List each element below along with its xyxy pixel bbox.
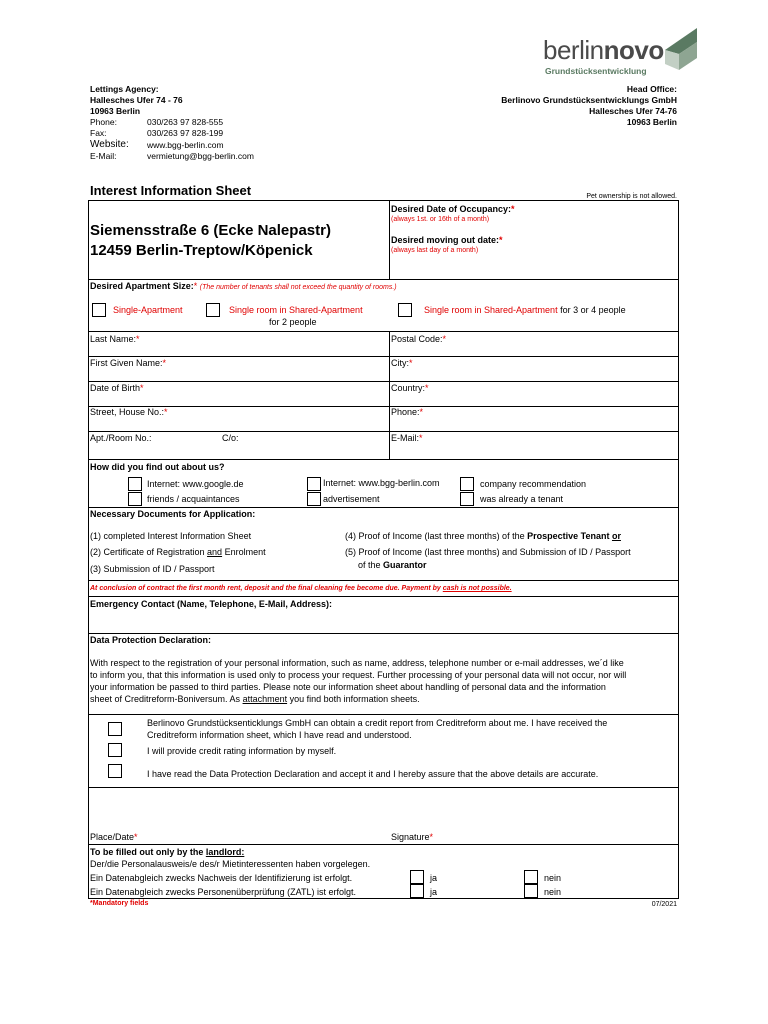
head-office-address-line1: Hallesches Ufer 74-76 — [589, 106, 677, 116]
former-tenant-label: was already a tenant — [480, 494, 564, 504]
yes-label: ja — [430, 887, 438, 897]
place-date-field[interactable]: Place/Date* — [90, 832, 138, 842]
bgg-website-label: Internet: www.bgg-berlin.com — [323, 478, 440, 488]
website-link[interactable]: www.bgg-berlin.com — [147, 140, 224, 150]
phone-value: 030/263 97 828-555 — [147, 117, 224, 127]
city-field[interactable]: City:* — [391, 358, 413, 368]
identification-no-checkbox[interactable] — [524, 870, 538, 884]
shared-2-checkbox[interactable] — [206, 303, 220, 317]
doc-item-2: (2) Certificate of Registration and Enrolment — [90, 547, 266, 557]
fax-value: 030/263 97 828-199 — [147, 128, 224, 138]
divider — [88, 381, 679, 382]
head-office-title: Head Office: — [626, 84, 677, 94]
doc-item-5: (5) Proof of Income (last three months) and Submission of ID / Passport of the Guarantor — [345, 547, 631, 570]
landlord-line-3: Ein Datenabgleich zwecks Personenüberprüfung (ZATL) ist erfolgt. — [90, 887, 356, 897]
required-star: * — [193, 281, 198, 291]
shared-3-4-label: Single room in Shared-Apartment for 3 or 4 people — [424, 305, 626, 315]
shared-3-4-checkbox[interactable] — [398, 303, 412, 317]
google-checkbox[interactable] — [128, 477, 142, 491]
required-star: * — [511, 204, 515, 214]
yes-label: ja — [430, 873, 438, 883]
apt-room-field[interactable]: Apt./Room No.: — [90, 433, 152, 443]
landlord-line-2: Ein Datenabgleich zwecks Nachweis der Identifizierung ist erfolgt. — [90, 873, 353, 883]
advertisement-label: advertisement — [323, 494, 380, 504]
friends-checkbox[interactable] — [128, 492, 142, 506]
single-apartment-checkbox[interactable] — [92, 303, 106, 317]
divider — [389, 331, 390, 459]
head-office-block — [417, 84, 677, 128]
apt-size-hint: (The number of tenants shall not exceed the quantity of rooms.) — [199, 284, 397, 291]
berlinovo-logo — [543, 28, 703, 78]
single-apartment-label: Single-Apartment — [113, 305, 183, 315]
signature-field[interactable]: Signature* — [391, 832, 434, 842]
divider — [389, 200, 390, 280]
own-credit-info-label: I will provide credit rating information by myself. — [147, 746, 337, 756]
emergency-contact-field[interactable]: Emergency Contact (Name, Telephone, E-Mail, Address): — [90, 599, 333, 609]
divider — [88, 331, 679, 332]
company-recommendation-checkbox[interactable] — [460, 477, 474, 491]
privacy-title: Data Protection Declaration: — [90, 635, 212, 645]
occupancy-hint: (always 1st. or 16th of a month) — [391, 216, 490, 223]
no-label: nein — [544, 873, 562, 883]
find-question: How did you find out about us? — [90, 462, 225, 472]
divider — [88, 406, 679, 407]
form-version: 07/2021 — [651, 901, 677, 908]
property-city: 12459 Berlin-Treptow/Köpenick — [90, 242, 313, 259]
no-label: nein — [544, 887, 562, 897]
divider — [88, 431, 679, 432]
logo-wordmark: berlinnovo — [543, 35, 664, 65]
moveout-label: Desired moving out date: — [391, 235, 500, 245]
first-name-field[interactable]: First Given Name:* — [90, 358, 167, 368]
payment-note: At conclusion of contract the first month rent, deposit and the final cleaning fee become due. Payment by cash is not possible. — [90, 585, 512, 592]
email-link[interactable]: vermietung@bgg-berlin.com — [147, 151, 254, 161]
identification-yes-checkbox[interactable] — [410, 870, 424, 884]
occupancy-field[interactable] — [391, 203, 677, 224]
head-office-name: Berlinovo Grundstücksentwicklungs GmbH — [501, 95, 677, 105]
agency-address-line1: Hallesches Ufer 74 - 76 — [90, 95, 183, 105]
agency-block — [90, 84, 350, 162]
mandatory-note: *Mandatory fields — [90, 900, 149, 907]
privacy-text: With respect to the registration of your personal information, such as name, address, telephone number or e-mail addresses, we´d like to inform you, that this information is used only to process your request. Further processing of your personal data will not occur, nor will your information be passed to third parties. Please note our information sheet about handling of personal data and the information sheet of Creditreform-Boniversum. As attachment you find both information sheets. — [90, 658, 627, 704]
sheet-title: Interest Information Sheet — [90, 183, 252, 198]
divider — [88, 714, 679, 715]
occupancy-label: Desired Date of Occupancy: — [391, 204, 512, 214]
head-office-address-line2: 10963 Berlin — [626, 117, 677, 127]
landlord-line-1: Der/die Personalausweis/e des/r Mietinteressenten haben vorgelegen. — [90, 859, 371, 869]
street-field[interactable]: Street, House No.:* — [90, 407, 168, 417]
doc-item-3: (3) Submission of ID / Passport — [90, 564, 215, 574]
country-field[interactable]: Country:* — [391, 383, 429, 393]
accept-declaration-checkbox[interactable] — [108, 764, 122, 778]
logo-mark-icon — [663, 28, 699, 72]
own-credit-info-checkbox[interactable] — [108, 743, 122, 757]
zatl-yes-checkbox[interactable] — [410, 884, 424, 898]
required-star: * — [499, 235, 503, 245]
postal-code-field[interactable]: Postal Code:* — [391, 334, 447, 344]
email-label: E-Mail: — [90, 151, 117, 161]
google-label: Internet: www.google.de — [147, 479, 244, 489]
property-street: Siemensstraße 6 (Ecke Nalepastr) — [90, 222, 331, 239]
agency-title: Lettings Agency: — [90, 84, 159, 94]
doc-item-4: (4) Proof of Income (last three months) of the Prospective Tenant or — [345, 531, 621, 541]
website-label: Website: — [90, 139, 129, 150]
last-name-field[interactable]: Last Name:* — [90, 334, 140, 344]
fax-label: Fax: — [90, 128, 107, 138]
credit-report-consent-label: Berlinovo Grundstücksenticklungs GmbH can obtain a credit report from Creditreform about me. I have received the Creditreform information sheet, which I have read and understood. — [147, 718, 608, 740]
landlord-title: To be filled out only by the landlord: — [90, 847, 245, 857]
divider — [88, 787, 679, 788]
divider — [88, 459, 679, 460]
divider — [88, 596, 679, 597]
credit-report-consent-checkbox[interactable] — [108, 722, 122, 736]
phone-label: Phone: — [90, 117, 117, 127]
agency-address-line2: 10963 Berlin — [90, 106, 141, 116]
shared-2-label: Single room in Shared-Apartment — [229, 305, 363, 315]
pet-note: Pet ownership is not allowed. — [586, 193, 677, 200]
doc-item-1: (1) completed Interest Information Sheet — [90, 531, 252, 541]
shared-2-sublabel: for 2 people — [269, 317, 317, 327]
former-tenant-checkbox[interactable] — [460, 492, 474, 506]
dob-field[interactable]: Date of Birth* — [90, 383, 144, 393]
bgg-website-checkbox[interactable] — [307, 477, 321, 491]
property-address — [90, 221, 331, 261]
advertisement-checkbox[interactable] — [307, 492, 321, 506]
apt-size-label: Desired Apartment Size: — [90, 281, 194, 291]
accept-declaration-label: I have read the Data Protection Declaration and accept it and I hereby assure that the above details are accurate. — [147, 769, 599, 779]
moveout-hint: (always last day of a month) — [391, 247, 479, 254]
phone-field[interactable]: Phone:* — [391, 407, 424, 417]
moveout-field[interactable] — [391, 234, 677, 255]
logo-subtitle: Grundstücksentwicklung — [545, 66, 647, 76]
co-field[interactable]: C/o: — [222, 433, 239, 443]
email-field[interactable]: E-Mail:* — [391, 433, 423, 443]
apt-size-row — [90, 280, 678, 294]
documents-title: Necessary Documents for Application: — [90, 509, 256, 519]
zatl-no-checkbox[interactable] — [524, 884, 538, 898]
company-recommendation-label: company recommendation — [480, 479, 587, 489]
divider — [88, 844, 679, 845]
friends-label: friends / acquaintances — [147, 494, 240, 504]
divider — [88, 356, 679, 357]
divider — [88, 580, 679, 581]
